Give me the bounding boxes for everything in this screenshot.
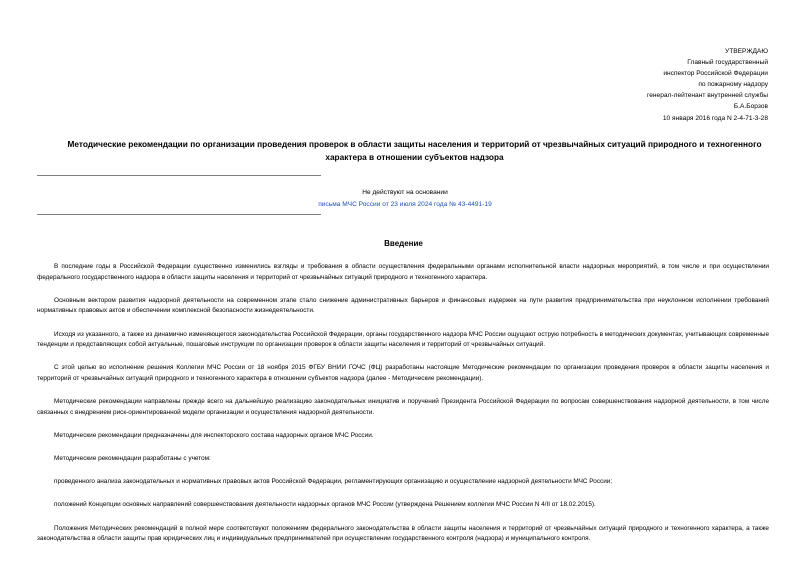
approval-line: УТВЕРЖДАЮ	[725, 48, 768, 55]
paragraph: Методические рекомендации предназначены для инспекторского состава надзорных органов МЧС России.	[54, 431, 374, 439]
section-heading: Введение	[384, 239, 423, 248]
paragraph: Положения Методических рекомендаций в полной мере соответствуют положениям федерального законодательства в области защиты населения и территорий от чрезвычайных ситуаций природного и техногенного характера, а также законодательства в области защиты прав юридических лиц и индивидуальных предпринимателей при осуществлении государственного контроля (надзора) и муниципального контроля.	[37, 524, 769, 543]
paragraph: Исходя из указанного, а также из динамично изменяющегося законодательства Российской Федерации, органы государственного надзора МЧС России ощущают острую потребность в методических документах, учитывающих современные тенденции и представляющих собой актуальные, пошаговые инструкции по организации проверок в области защиты населения и территорий от чрезвычайных ситуаций.	[37, 330, 769, 349]
status-note	[210, 187, 600, 210]
approval-line: Главный государственный	[687, 59, 768, 67]
document-title: Методические рекомендации по организации проведения проверок в области защиты населения и территорий от чрезвычайных ситуаций природного и техногенного характера в отношении субъектов надзора	[67, 139, 762, 162]
approval-block	[647, 46, 768, 124]
paragraph: проведенного анализа законодательных и нормативных правовых актов Российской Федерации, регламентирующих организацию и осуществление надзорной деятельности МЧС России;	[54, 478, 613, 486]
document-body	[37, 262, 769, 557]
status-text: Не действуют на основании	[362, 189, 448, 196]
approval-line: генерал-лейтенант внутренней службы	[646, 92, 768, 100]
approval-line: инспектор Российской Федерации	[663, 70, 768, 78]
approval-line: 10 января 2016 года N 2-4-71-3-28	[662, 114, 768, 122]
paragraph: положений Концепции основных направлений совершенствования деятельности надзорных органов МЧС России (утверждена Решением коллегии МЧС России N 4/II от 18.02.2015).	[54, 501, 596, 509]
paragraph: Методические рекомендации направлены прежде всего на дальнейшую реализацию законодательных инициатив и поручений Президента Российской Федерации по вопросам совершенствования надзорной деятельности, в том числе связанных с внедрением риск-ориентированной модели организации и осуществления надзорной деятельности.	[37, 398, 769, 416]
approval-line: по пожарному надзору	[698, 81, 768, 89]
paragraph: В последние годы в Российской Федерации существенно изменились взгляды и требования в области осуществления федеральными органами исполнительной власти надзорных мероприятий, в том числе и при осуществлении федерального государственного надзора в области защиты населения и территорий от чрезвычайных ситуаций природного и техногенного характера.	[37, 263, 769, 281]
paragraph: Методические рекомендации разработаны с учетом:	[54, 455, 211, 463]
paragraph: Основным вектором развития надзорной деятельности на современном этапе стало снижение административных барьеров и финансовых издержек на пути развития предпринимательства при неуклонном исполнении требований нормативных правовых актов и обеспечении комплексной безопасности жизнедеятельности.	[37, 296, 769, 315]
divider-bottom	[37, 214, 321, 215]
paragraph: С этой целью во исполнение решения Коллегии МЧС России от 18 ноября 2015 ФГБУ ВНИИ ГОЧС (ФЦ) разработаны настоящие Методические рекомендации по организации проведения проверок в области защиты населения и территорий от чрезвычайных ситуаций природного и техногенного характера в отношении субъектов надзора (далее - Методические рекомендации).	[37, 364, 769, 382]
divider-top	[37, 175, 321, 176]
approval-line: Б.А.Борзов	[733, 103, 768, 111]
status-link[interactable]: письма МЧС России от 23 июля 2024 года № 43-4491-19	[318, 200, 492, 208]
